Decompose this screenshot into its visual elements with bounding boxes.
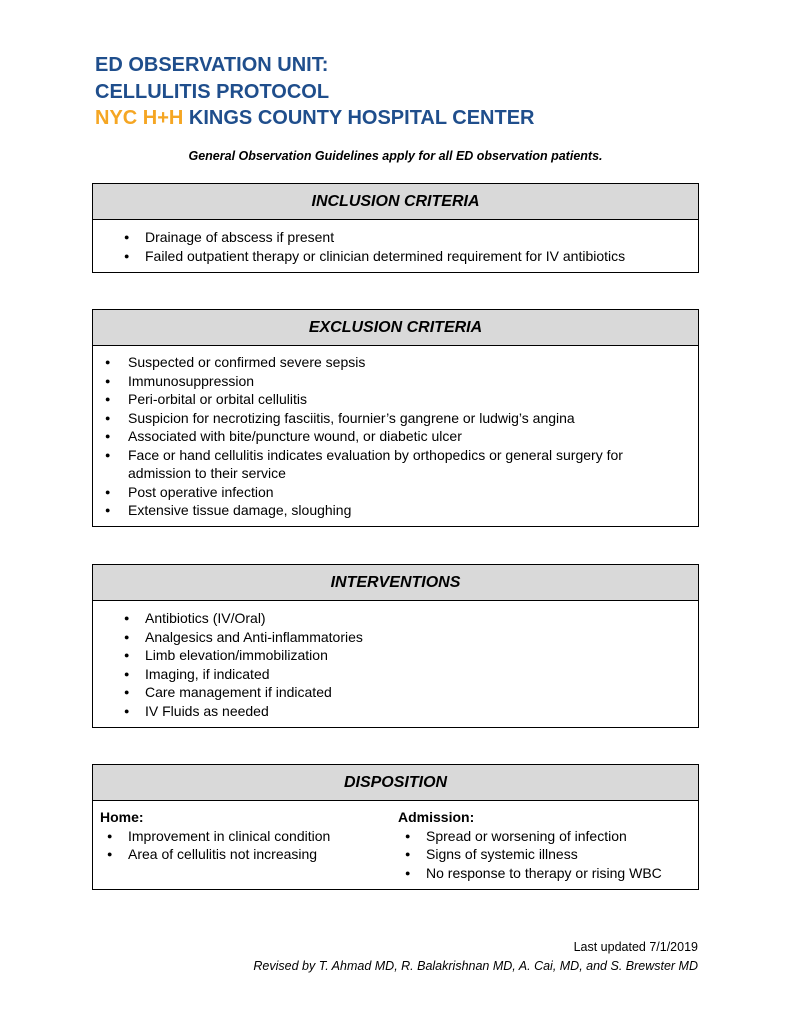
disposition-home [93,808,398,882]
document-footer [253,938,698,976]
list-item: ● No response to therapy or rising WBC [398,864,662,883]
list-item: ● Failed outpatient therapy or clinician determined requirement for IV antibiotics [93,247,698,266]
list-item: ● Spread or worsening of infection [398,827,662,846]
admission-heading: Admission: [398,809,475,825]
list-item: ● Antibiotics (IV/Oral) [93,609,698,628]
list-item: ● Suspected or confirmed severe sepsis [93,353,698,372]
interventions-header: INTERVENTIONS [93,565,698,601]
inclusion-criteria-box [92,183,699,273]
list-item: ● Imaging, if indicated [93,665,698,684]
list-item: ● Limb elevation/immobilization [93,646,698,665]
list-item: ● Immunosuppression [93,372,698,391]
exclusion-list [93,346,698,526]
list-item: ● Analgesics and Anti-inflammatories [93,628,698,647]
list-item: ● Improvement in clinical condition [100,827,398,846]
list-item: ● Area of cellulitis not increasing [100,845,398,864]
org-rest: KINGS COUNTY HOSPITAL CENTER [183,107,535,129]
interventions-list [93,601,698,727]
list-item: ● Extensive tissue damage, sloughing [93,501,698,520]
hospital-name [95,105,535,132]
title-line-1: ED OBSERVATION UNIT: [95,54,329,76]
inclusion-list [93,220,698,272]
org-highlight: NYC H+H [95,107,184,129]
interventions-box [92,564,699,728]
list-item: ● Drainage of abscess if present [93,228,698,247]
last-updated: Last updated 7/1/2019 [573,940,698,954]
exclusion-criteria-box [92,309,699,527]
list-item: ● Suspicion for necrotizing fasciitis, fournier’s gangrene or ludwig’s angina [93,409,698,428]
admission-list [398,827,662,883]
list-item: ● Peri-orbital or orbital cellulitis [93,390,698,409]
list-item: ● Signs of systemic illness [398,845,662,864]
home-list [100,827,398,864]
list-item: ● Post operative infection [93,483,698,502]
list-item: ● Face or hand cellulitis indicates evaluation by orthopedics or general surgery for admission to their service [93,446,698,483]
revised-by: Revised by T. Ahmad MD, R. Balakrishnan MD, A. Cai, MD, and S. Brewster MD [253,959,698,973]
home-heading: Home: [100,809,144,825]
title-line-2: CELLULITIS PROTOCOL [95,80,330,103]
list-item: ● Associated with bite/puncture wound, or diabetic ulcer [93,427,698,446]
disposition-box [92,764,699,890]
inclusion-header: INCLUSION CRITERIA [93,184,698,220]
disposition-header: DISPOSITION [93,765,698,801]
exclusion-header: EXCLUSION CRITERIA [93,310,698,346]
document-header [95,52,535,132]
subtitle: General Observation Guidelines apply for all ED observation patients. [188,149,603,163]
list-item: ● Care management if indicated [93,683,698,702]
disposition-admission [398,808,662,882]
list-item: ● IV Fluids as needed [93,702,698,721]
disposition-body [93,801,698,889]
